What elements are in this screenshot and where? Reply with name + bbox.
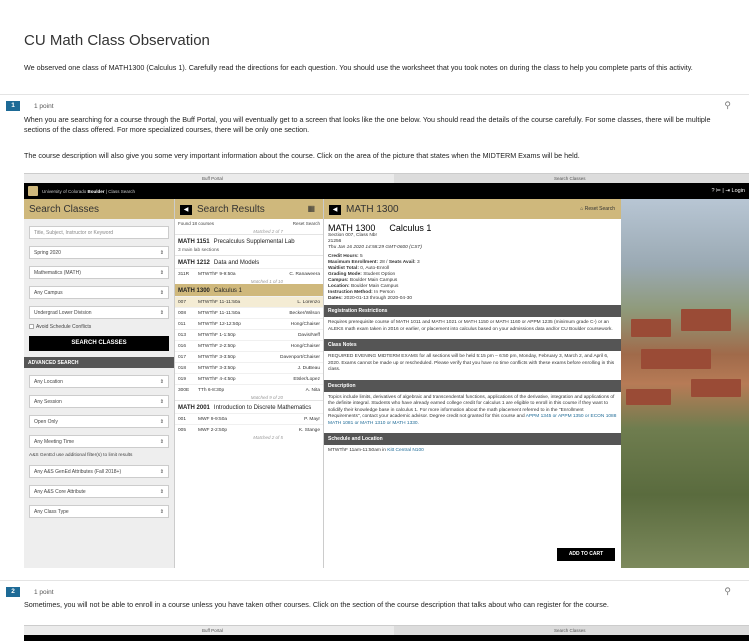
section-a: 005 <box>178 427 187 433</box>
section-row[interactable] <box>175 362 323 373</box>
cu-logo-icon <box>28 186 38 196</box>
question-text: When you are searching for a course through the Buff Portal, you will eventually get to a screen that looks like the one below. You should read the details of the course carefully. For some classes, there will be multiple sections of the class offered. For more specialized courses, there will be only one section. <box>24 115 711 134</box>
section-c: L. Lorenzo <box>297 299 320 305</box>
select-arrow-icon: ⇕ <box>159 270 164 276</box>
dates: Dates: 2020-01-13 through 2020-04-30 <box>328 296 413 301</box>
course-item[interactable]: MATH 2001 Introduction to Discrete Mathematics <box>175 400 323 413</box>
section-row[interactable] <box>175 373 323 384</box>
class-number: 21256 <box>328 239 342 244</box>
question-number: 1 <box>6 101 20 111</box>
section-a: 013 <box>178 332 187 338</box>
schedule-header: Schedule and Location <box>324 433 621 445</box>
description-header: Description <box>324 380 621 392</box>
section-row[interactable] <box>175 318 323 329</box>
search-classes-button[interactable]: SEARCH CLASSES <box>29 336 169 351</box>
section-c: Davis/Neff <box>297 332 320 338</box>
meeting-select[interactable]: Any Meeting Time ⇕ <box>29 435 169 448</box>
campus: Campus: Boulder Main Campus <box>328 278 398 283</box>
instruction-method: Instruction Method: In Person <box>328 290 395 295</box>
section-row[interactable] <box>175 384 323 395</box>
section-a: 300E <box>178 387 190 393</box>
section-row[interactable] <box>175 351 323 362</box>
section-b: TTh 6-8:30p <box>198 387 225 393</box>
course-screenshot[interactable] <box>24 173 749 568</box>
section-b: MTWThF 4-4:50p <box>198 376 236 382</box>
course-item[interactable]: MATH 1151 Precalculus Supplemental Lab 3 main lab sections <box>175 234 323 255</box>
course-detail <box>323 199 621 568</box>
level-select[interactable]: Undergrad Lower Division ⇕ <box>29 306 169 319</box>
tab-search-classes: Search Classes <box>554 628 586 633</box>
section-a: 016 <box>178 343 187 349</box>
location: Location: Boulder Main Campus <box>328 284 399 289</box>
section-row[interactable] <box>175 329 323 340</box>
section-c: K. Stange <box>298 427 320 433</box>
results-header: ◀ Search Results ▦ <box>175 199 323 219</box>
calendar-icon[interactable]: ▦ <box>307 204 315 213</box>
pin-icon[interactable]: ⚲ <box>724 100 731 110</box>
section-c: Hong/Chaiser <box>290 321 320 327</box>
select-arrow-icon: ⇕ <box>159 310 164 316</box>
back-icon[interactable]: ◀ <box>329 205 341 215</box>
section-row[interactable]: 311R MTWThF 9-9:50a C. Ranaweera <box>175 268 323 279</box>
class-notes-midterms[interactable]: REQUIRED EVENING MIDTERM EXAMS for all sections will be held 5:15 pm – 6:50 pm, Monday, February 3, March 2, and April 6, 2020. Exams cannot be made up or rescheduled. Please verify that you have no time conflicts with these exams before enrolling in this class. <box>328 354 615 372</box>
gened-note: A&S GenEd use additional filter(s) to limit results <box>29 453 133 458</box>
section-c: Etsler/Lopez <box>293 376 320 382</box>
reset-search-link[interactable]: Reset Search <box>292 221 320 226</box>
question-number: 2 <box>6 587 20 597</box>
course-item-selected[interactable]: MATH 1300 Calculus 1 <box>175 284 323 296</box>
registration-restrictions[interactable]: Requires prerequisite course of MATH 1011 and MATH 1021 or MATH 1150 or MATH 1160 or APPM 1235 (minimum grade C-) or an ALEKS math exam taken in 2016 or earlier, or placement into calculus based on your admissions data and/or CU Boulder coursework. <box>328 320 613 332</box>
section-b: MTWThF 11-11:50a <box>198 310 241 316</box>
detail-header: ◀ MATH 1300 ⌂ Reset Search <box>324 199 621 219</box>
pin-icon[interactable]: ⚲ <box>724 586 731 596</box>
tab-buff-portal: Buff Portal <box>202 176 223 181</box>
reset-search-link[interactable]: ⌂ Reset Search <box>580 206 615 212</box>
section-info: Section 007, Class Nbr <box>328 233 378 238</box>
enrollment: Maximum Enrollment: 28 / Seats Avail: 3 <box>328 260 420 265</box>
room-link[interactable]: Kitt Central N100 <box>387 448 424 453</box>
section-a: 018 <box>178 365 187 371</box>
matched-count: Matched 2 of 7 <box>253 229 283 234</box>
add-to-cart-button[interactable]: ADD TO CART <box>557 548 615 561</box>
question-points: 1 point <box>34 103 54 110</box>
page-title: CU Math Class Observation <box>24 32 210 49</box>
section-row[interactable] <box>175 340 323 351</box>
section-a: 011 <box>178 321 186 327</box>
grading-mode: Grading Mode: Student Option <box>328 272 396 277</box>
core-select[interactable]: Any A&S Core Attribute ⇕ <box>29 485 169 498</box>
tab-buff-portal: Buff Portal <box>202 628 223 633</box>
section-a: 001 <box>178 416 187 422</box>
results-panel <box>174 199 323 568</box>
section-b: MWF 2-2:50p <box>198 427 228 433</box>
matched-count: Matched 1 of 10 <box>250 279 283 284</box>
timestamp: Thu Jan 16 2020 14:58:29 GMT-0600 (CST) <box>328 245 422 250</box>
course-item[interactable]: MATH 1212 Data and Models <box>175 255 323 268</box>
section-b: MTWThF 12-12:50p <box>198 321 241 327</box>
divider <box>0 580 749 581</box>
section-b: MTWThF 3-3:50p <box>198 365 236 371</box>
question-text-2: The course description will also give you some very important information about the course. Click on the area of the picture that states when the MIDTERM Exams will be held. <box>24 151 580 160</box>
select-arrow-icon: ⇕ <box>159 250 164 256</box>
class-type-select[interactable]: Any Class Type ⇕ <box>29 505 169 518</box>
search-panel <box>24 199 174 568</box>
waitlist: Waitlist Total: 0, Auto-Enroll <box>328 266 390 271</box>
section-b: MTWThF 1-1:50p <box>198 332 236 338</box>
section-a: 007 <box>178 299 187 305</box>
portal-tabs <box>24 174 749 183</box>
search-header: Search Classes <box>24 199 174 219</box>
open-select[interactable]: Open Only ⇕ <box>29 415 169 428</box>
select-arrow-icon: ⇕ <box>159 290 164 296</box>
section-list <box>175 296 323 395</box>
back-icon[interactable]: ◀ <box>180 205 192 215</box>
matched-count: Matched 2 of 5 <box>253 435 283 440</box>
section-b: MTWThF 2-2:50p <box>198 343 236 349</box>
section-c: A. Nita <box>305 387 320 393</box>
avoid-conflicts-checkbox[interactable]: Avoid Schedule Conflicts <box>29 324 169 330</box>
campus-select[interactable]: Any Campus ⇕ <box>29 286 169 299</box>
brand: University of Colorado Boulder | Class Search <box>42 189 136 194</box>
cu-header <box>24 183 749 199</box>
location-select[interactable]: Any Location ⇕ <box>29 375 169 388</box>
question-text: Sometimes, you will not be able to enroll in a course unless you have taken other courses. Click on the section of the course description that talks about who can register for the course. <box>24 600 609 609</box>
course-screenshot-2[interactable] <box>24 625 749 641</box>
section-c: Hong/Chaiser <box>290 343 320 349</box>
question-points: 1 point <box>34 589 54 596</box>
matched-count: Matched 9 of 20 <box>250 395 283 400</box>
class-notes-header: Class Notes <box>324 339 621 351</box>
section-c: Becker/Wilson <box>289 310 320 316</box>
section-a: 019 <box>178 376 187 382</box>
intro-text: We observed one class of MATH1300 (Calculus 1). Carefully read the directions for each question. You should use the worksheet that you took notes on during the class to help you complete parts of this activity. <box>24 63 693 72</box>
section-c: P. Mayr <box>304 416 320 422</box>
gened-select[interactable]: Any A&S GenEd Attributes (Fall 2018+) ⇕ <box>29 465 169 478</box>
course-description[interactable]: Topics include limits, derivatives of algebraic and transcendental functions, applications of the derivative, integration and applications of the definite integral. Students who have already earned college credit for calculus 1 are eligible to enroll in this course if they want to solidify their knowledge base in calculus 1. For more information about the math placement referred to in the "Enrollment Requirements", contact your academic advisor. Degree credit not granted for this course and APPM 1345 or APPM 1350 or ECON 1088 MATH 1081 or MATH 1310 or MATH 1330. <box>328 394 617 426</box>
section-row[interactable] <box>175 413 323 424</box>
section-a: 017 <box>178 354 187 360</box>
header-actions[interactable]: ? ⊨ | ⇥ Login <box>711 188 745 194</box>
registration-restrictions-header: Registration Restrictions <box>324 305 621 317</box>
session-select[interactable]: Any Session ⇕ <box>29 395 169 408</box>
found-count: Found 18 courses Reset Search <box>178 221 320 226</box>
section-a: 008 <box>178 310 187 316</box>
subject-select[interactable]: Mathematics (MATH) ⇕ <box>29 266 169 279</box>
section-list <box>175 413 323 435</box>
section-c: J. DuBeau <box>297 365 320 371</box>
keyword-input[interactable]: Title, Subject, Instructor or Keyword <box>29 226 169 239</box>
section-c: Davenport/Chaiser <box>280 354 320 360</box>
section-b: MWF 9-9:50a <box>198 416 228 422</box>
section-b: MTWThF 3-3:50p <box>198 354 236 360</box>
term-select[interactable]: Spring 2020 ⇕ <box>29 246 169 259</box>
section-row[interactable] <box>175 424 323 435</box>
section-row[interactable] <box>175 307 323 318</box>
campus-photo <box>621 199 749 568</box>
advanced-search-header: ADVANCED SEARCH <box>24 357 174 368</box>
tab-search-classes: Search Classes <box>554 176 586 181</box>
section-b: MTWThF 11-11:50a <box>198 299 241 305</box>
course-title: MATH 1300 Calculus 1 <box>328 223 432 233</box>
schedule: MTWThF 11am-11:50am in Kitt Central N100 <box>328 448 424 453</box>
section-row[interactable] <box>175 296 323 307</box>
divider <box>0 94 749 95</box>
credit-hours: Credit Hours: 5 <box>328 254 363 259</box>
